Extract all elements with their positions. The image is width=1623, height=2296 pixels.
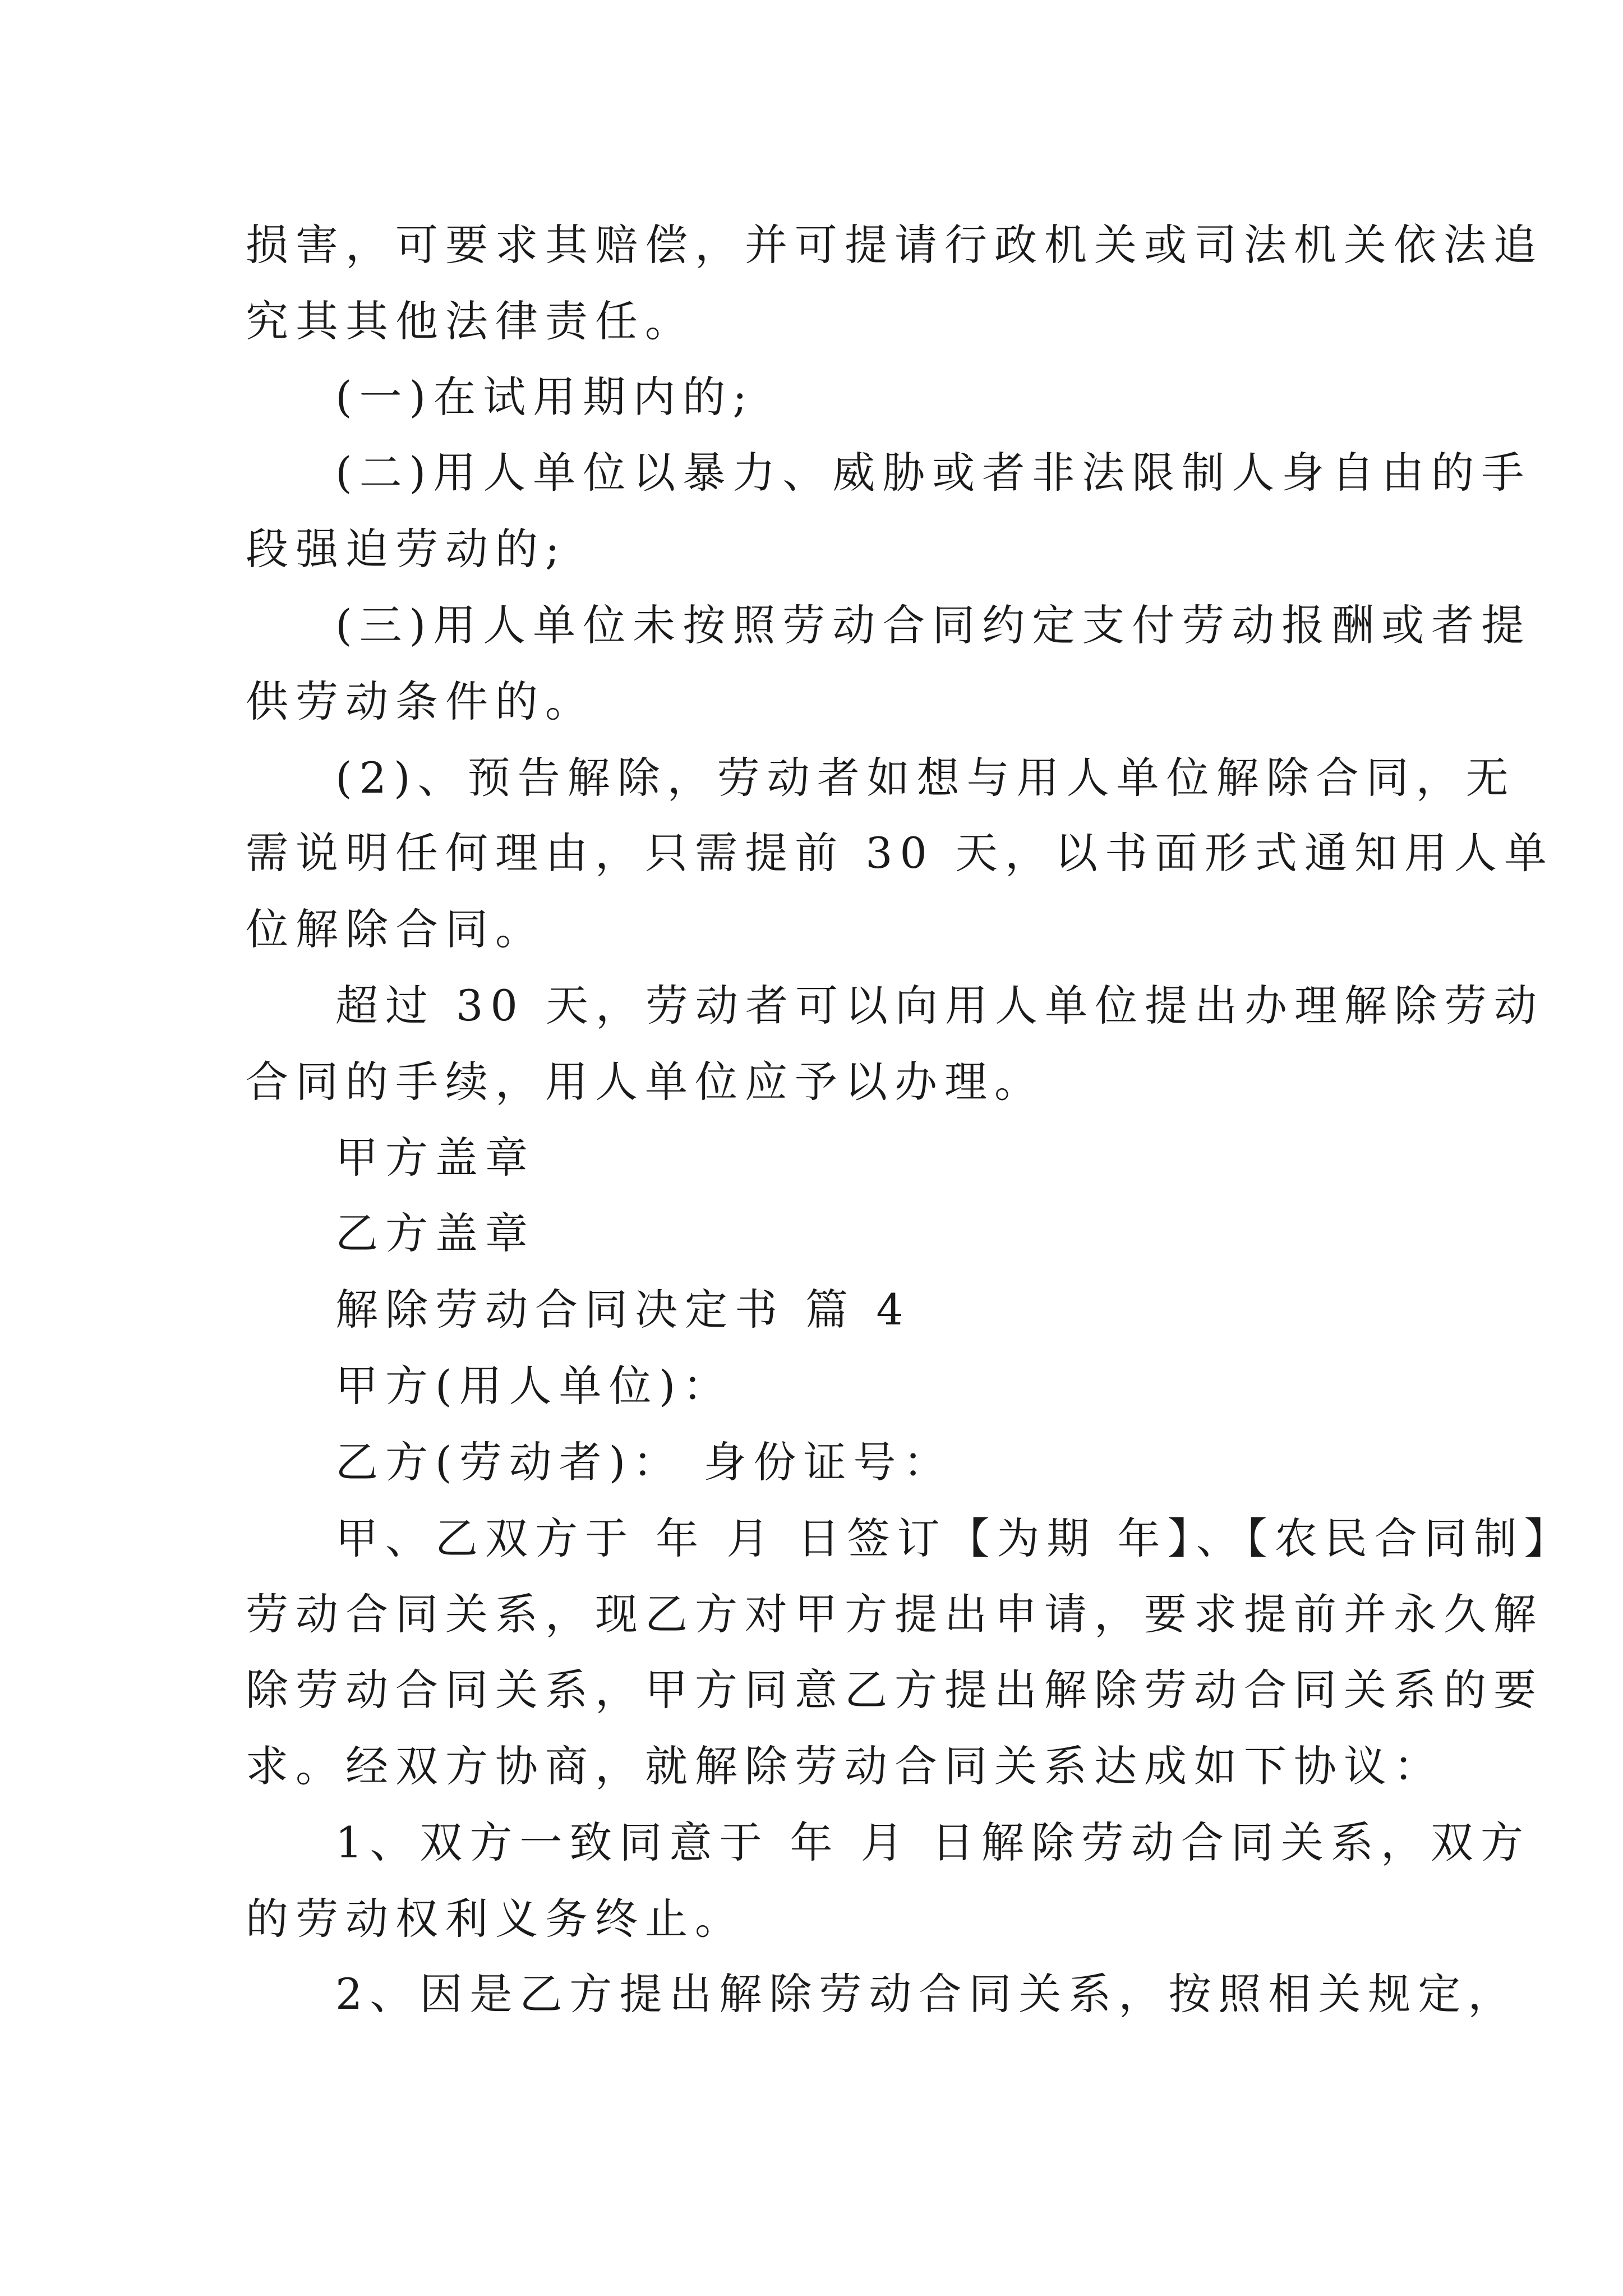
paragraph-line: 甲、乙双方于 年 月 日签订【为期 年】、【农民合同制】 — [335, 1513, 1574, 1563]
party-line: 甲方(用人单位)： — [335, 1361, 733, 1411]
section-heading: 解除劳动合同决定书 篇 4 — [335, 1285, 911, 1335]
paragraph-line: 损害，可要求其赔偿，并可提请行政机关或司法机关依法追 — [246, 220, 1543, 270]
paragraph-line: 段强迫劳动的; — [246, 524, 567, 574]
paragraph-line: 究其其他法律责任。 — [246, 296, 695, 346]
paragraph-line: 位解除合同。 — [246, 904, 545, 954]
list-item: (三)用人单位未按照劳动合同约定支付劳动报酬或者提 — [335, 600, 1532, 650]
paragraph-line: 超过 30 天，劳动者可以向用人单位提出办理解除劳动 — [335, 981, 1544, 1030]
clause-line: 2、因是乙方提出解除劳动合同关系，按照相关规定， — [335, 1969, 1518, 2019]
paragraph-line: 的劳动权利义务终止。 — [246, 1894, 745, 1944]
paragraph-line: 供劳动条件的。 — [246, 677, 595, 726]
party-line: 乙方(劳动者)： 身份证号： — [335, 1437, 953, 1487]
seal-label: 乙方盖章 — [335, 1208, 535, 1258]
list-item: (一)在试用期内的; — [335, 372, 754, 422]
paragraph-line: 求。经双方协商，就解除劳动合同关系达成如下协议： — [246, 1741, 1444, 1791]
clause-line: 1、双方一致同意于 年 月 日解除劳动合同关系，双方 — [335, 1818, 1530, 1867]
list-item: (二)用人单位以暴力、威胁或者非法限制人身自由的手 — [335, 448, 1532, 498]
paragraph-line: 需说明任何理由，只需提前 30 天，以书面形式通知用人单 — [246, 828, 1555, 878]
paragraph-line: 合同的手续，用人单位应予以办理。 — [246, 1057, 1044, 1107]
paragraph-line: (2)、预告解除，劳动者如想与用人单位解除合同，无 — [335, 753, 1516, 803]
paragraph-line: 除劳动合同关系，甲方同意乙方提出解除劳动合同关系的要 — [246, 1665, 1543, 1715]
paragraph-line: 劳动合同关系，现乙方对甲方提出申请，要求提前并永久解 — [246, 1589, 1543, 1639]
seal-label: 甲方盖章 — [335, 1133, 535, 1182]
